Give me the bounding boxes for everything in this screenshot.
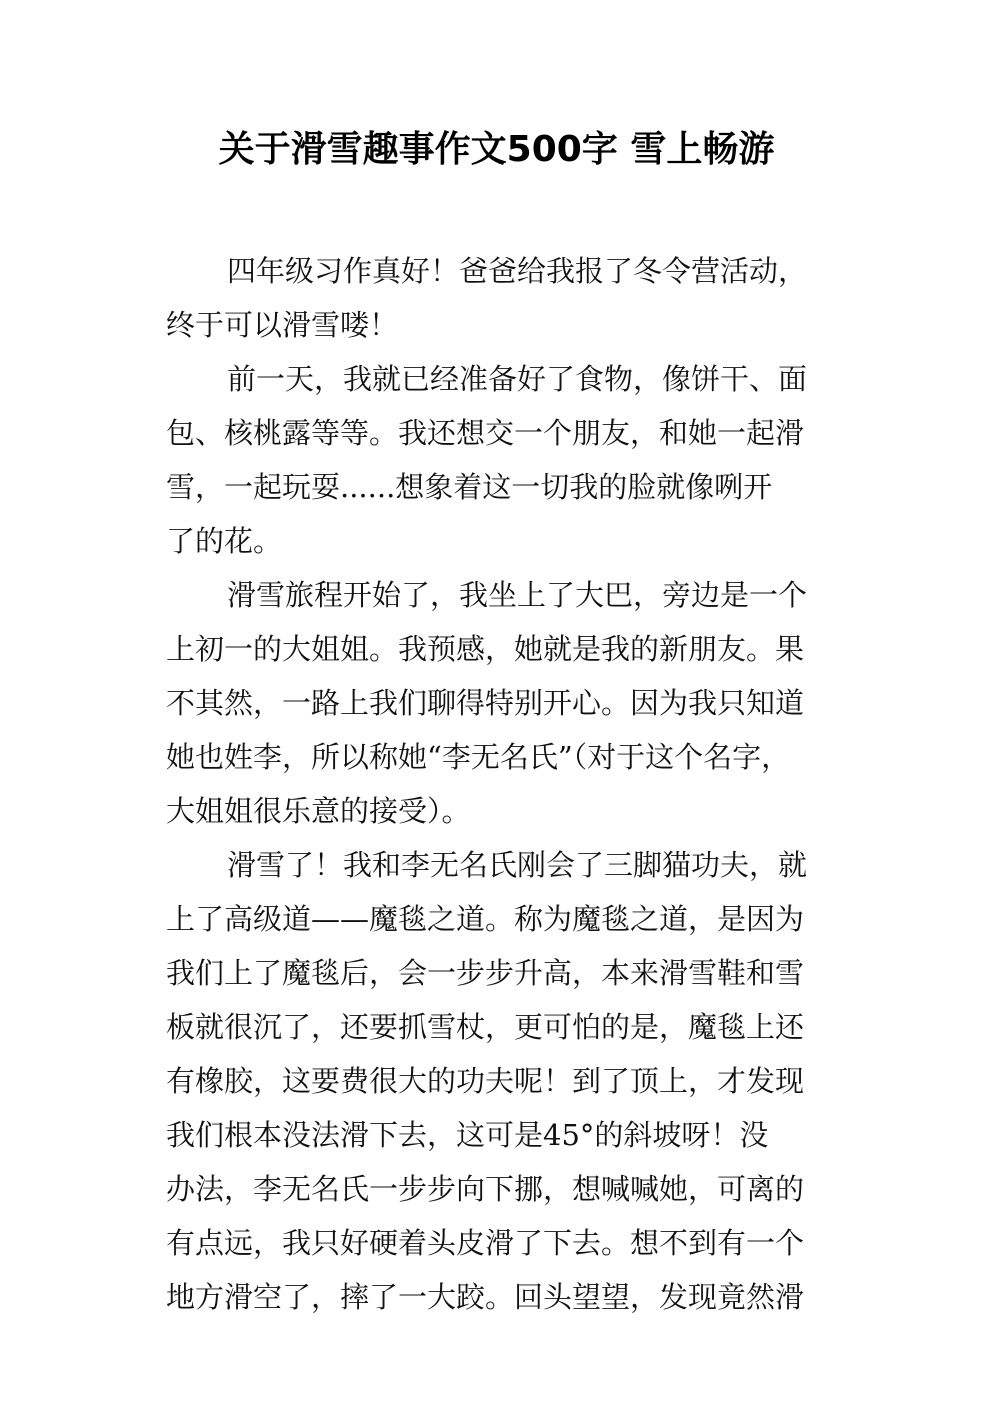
paragraph-1 bbox=[166, 244, 830, 352]
text-line: 我们上了魔毯后，会一步步升高，本来滑雪鞋和雪 bbox=[166, 956, 805, 990]
text-line: 地方滑空了，摔了一大跤。回头望望，发现竟然滑 bbox=[166, 1280, 805, 1314]
text-line: 办法，李无名氏一步步向下挪，想喊喊她，可离的 bbox=[166, 1172, 805, 1206]
text-line: 大姐姐很乐意的接受）。 bbox=[166, 794, 471, 828]
text-line: 四年级习作真好！爸爸给我报了冬令营活动， bbox=[227, 254, 808, 288]
text-line: 上了高级道——魔毯之道。称为魔毯之道，是因为 bbox=[166, 902, 805, 936]
text-line: 她也姓李，所以称她“李无名氏”（对于这个名字， bbox=[166, 740, 791, 774]
text-line: 前一天，我就已经准备好了食物，像饼干、面 bbox=[227, 362, 808, 396]
text-line: 滑雪旅程开始了，我坐上了大巴，旁边是一个 bbox=[227, 578, 808, 612]
paragraph-3 bbox=[166, 568, 830, 838]
text-line: 有橡胶，这要费很大的功夫呢！到了顶上，才发现 bbox=[166, 1064, 805, 1098]
page-title: 关于滑雪趣事作文500字 雪上畅游 bbox=[218, 129, 775, 170]
text-line: 终于可以滑雪喽！ bbox=[166, 308, 399, 342]
text-line: 不其然，一路上我们聊得特别开心。因为我只知道 bbox=[166, 686, 805, 720]
text-line: 板就很沉了，还要抓雪杖，更可怕的是，魔毯上还 bbox=[166, 1010, 805, 1044]
text-line: 我们根本没法滑下去，这可是45°的斜坡呀！没 bbox=[166, 1118, 769, 1152]
article-body bbox=[166, 244, 830, 1324]
text-line: 上初一的大姐姐。我预感，她就是我的新朋友。果 bbox=[166, 632, 805, 666]
text-line: 有点远，我只好硬着头皮滑了下去。想不到有一个 bbox=[166, 1226, 805, 1260]
text-line: 了的花。 bbox=[166, 524, 283, 558]
paragraph-4 bbox=[166, 838, 830, 1324]
text-line: 雪，一起玩耍......想象着这一切我的脸就像咧开 bbox=[166, 470, 773, 504]
paragraph-2 bbox=[166, 352, 830, 568]
text-line: 滑雪了！我和李无名氏刚会了三脚猫功夫，就 bbox=[227, 848, 808, 882]
text-line: 包、核桃露等等。我还想交一个朋友，和她一起滑 bbox=[166, 416, 805, 450]
